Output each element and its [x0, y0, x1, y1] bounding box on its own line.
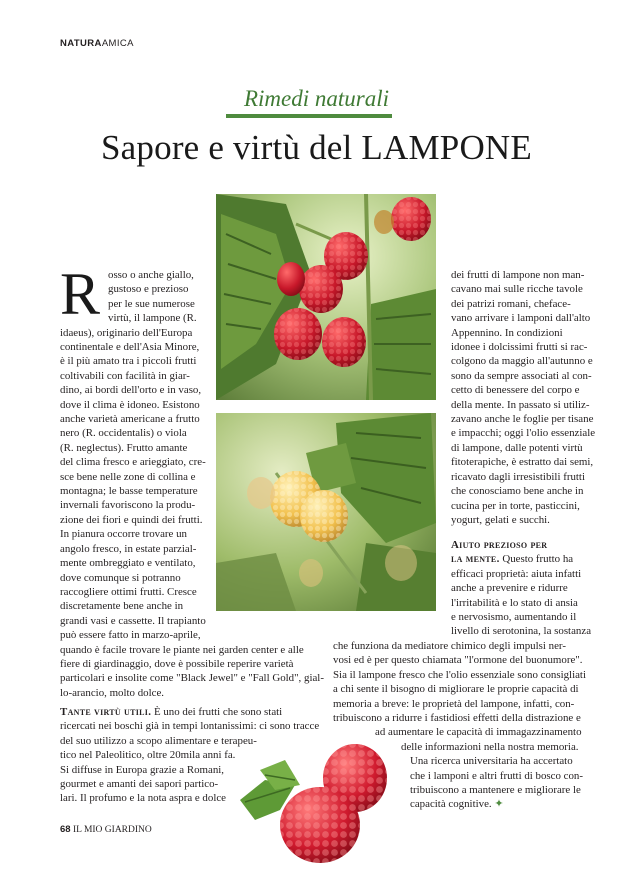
body-line-wide: a chi sente il bisogno di migliorare le proprie capacità di	[333, 683, 579, 696]
section-heading-cont: la mente.	[451, 553, 500, 566]
body-line: può essere fatto in marzo-aprile,	[60, 629, 201, 642]
body-line-wide: vosi ed è per questo chiamata "l'ormone del buonumore".	[333, 654, 583, 667]
header-brand-light: AMICA	[101, 38, 134, 49]
body-line: l'irritabilità e lo stato di ansia	[451, 596, 578, 609]
left-column-body	[60, 326, 324, 701]
body-line: idonee i dolcissimi frutti si rac-	[451, 341, 588, 354]
body-line: di lampone, dalle potenti virtù	[451, 441, 583, 454]
body-line: che conosciamo bene anche in	[451, 485, 584, 498]
body-line: colgono da maggio all'autunno e	[451, 355, 593, 368]
body-line-wide: particolari e insolite come "Black Jewel" e "Fall Gold", gial-	[60, 672, 324, 685]
right-column-body	[451, 268, 595, 527]
section-heading-line2	[451, 552, 591, 566]
body-line: che i lamponi e altri frutti di bosco con-	[410, 769, 583, 782]
body-line: del suo utilizzo a scopo alimentare e terapeu-	[60, 734, 257, 747]
body-line: efficaci proprietà: aiuta infatti	[451, 567, 582, 580]
body-line: livello di serotonina, la sostanza	[451, 625, 592, 638]
body-line-last	[410, 797, 583, 811]
drop-cap: R	[60, 261, 101, 327]
aiuto-wrap-a	[375, 725, 582, 739]
section-aiuto-prezioso	[451, 538, 591, 639]
body-line: tribuiscono a mantenere e migliorare le	[410, 784, 581, 796]
body-line-wide: fiere di giardinaggio, dove è possibile reperire varietà	[60, 657, 294, 670]
body-line: ricercati nei boschi già in tempi lontanissimi: ci sono tracce	[60, 720, 320, 733]
body-line: dove il clima è idoneo. Esistono	[60, 398, 200, 411]
body-line: invernali favoriscono la produ-	[60, 499, 196, 512]
magazine-section-header	[60, 38, 134, 49]
body-line: In pianura occorre trovare un	[60, 528, 187, 541]
body-line: idaeus), originario dell'Europa	[60, 326, 193, 339]
body-line: dove comunque si potranno	[60, 571, 181, 584]
body-line: dino, ai bordi dell'orto e in vaso,	[60, 384, 202, 397]
body-line: delle informazioni nella nostra memoria.	[401, 740, 579, 753]
left-column-indented	[108, 268, 197, 326]
body-line: anche a prevenire e ridurre	[451, 582, 568, 595]
body-line: cucina per in torte, pasticcini,	[451, 499, 580, 512]
body-line-wide: quando è facile trovare le piante nei garden center e alle	[60, 643, 304, 656]
aiuto-wrap-b	[401, 740, 579, 754]
body-line: ad aumentare le capacità di immagazzinamento	[375, 726, 582, 739]
body-line: gustoso e prezioso	[108, 283, 189, 296]
body-line: Appennino. In condizioni	[451, 326, 563, 339]
body-line: anche varietà americane a frutto	[60, 413, 200, 426]
body-line: è il più amato tra i piccoli frutti	[60, 355, 197, 368]
body-line: zavano anche le foglie per tisane	[451, 413, 594, 426]
body-line-end: capacità cognitive.	[410, 798, 492, 811]
body-line: ricavato dagli irresistibili frutti	[451, 470, 585, 483]
body-line: nero (R. occidentalis) o viola	[60, 427, 187, 440]
body-line: fitoterapiche, è estratto dai semi,	[451, 456, 594, 469]
body-line: virtù, il lampone (R.	[108, 312, 197, 325]
body-line: montagna; le basse temperature	[60, 485, 198, 498]
body-line: zione dei fiori e quindi dei frutti.	[60, 513, 203, 526]
body-line: Questo frutto ha	[499, 553, 574, 566]
header-brand-bold: NATURA	[60, 38, 102, 49]
body-line: grandi vasi e cassette. Il trapianto	[60, 614, 206, 627]
aiuto-wrap-c	[410, 754, 583, 812]
body-line: Si diffuse in Europa grazie a Romani,	[60, 763, 225, 776]
footer-magazine-name: IL MIO GIARDINO	[72, 825, 152, 835]
body-line: mente ombreggiato e ventilato,	[60, 557, 196, 570]
body-line: È uno dei frutti che sono stati	[151, 706, 283, 718]
article-title: Sapore e virtù del LAMPONE	[101, 128, 532, 167]
body-line: discretamente bene anche in	[60, 600, 184, 613]
body-line: dei frutti di lampone non man-	[451, 269, 585, 281]
raspberry-illustration	[240, 740, 390, 865]
leaf-icon: ✦	[494, 798, 504, 811]
body-line: dei patrizi romani, cheface-	[451, 297, 571, 310]
body-line: e nervosismo, aumentando il	[451, 611, 577, 624]
body-line: cavano mai sulle ricche tavole	[451, 283, 583, 296]
body-line-wide: Sia il lampone fresco che l'olio essenziale sono consigliati	[333, 668, 586, 681]
body-line: cetto di benessere del corpo e	[451, 384, 580, 397]
body-line: vano arrivare i lamponi dall'alto	[451, 312, 591, 325]
body-line: per le sue numerose	[108, 297, 195, 310]
body-line: lari. Il profumo e la nota aspra e dolce	[60, 792, 227, 805]
section-heading: Aiuto prezioso per	[451, 539, 548, 551]
aiuto-wide-lines	[333, 639, 586, 725]
body-line: del clima fresco e arieggiato, cre-	[60, 456, 206, 469]
body-line: yogurt, gelati e succhi.	[451, 513, 550, 526]
body-line: gourmet e amanti dei sapori partico-	[60, 778, 219, 791]
body-line-wide: che funziona da mediatore chimico degli impulsi ner-	[333, 640, 566, 652]
section-heading: Tante virtù utili.	[60, 706, 152, 718]
body-line: sono da sempre associati al con-	[451, 369, 592, 382]
body-line: (R. neglectus). Frutto amante	[60, 441, 188, 454]
body-line: raccogliere ottimi frutti. Cresce	[60, 585, 197, 598]
kicker-underline	[226, 114, 392, 118]
body-line-wide: memoria a breve: le proprietà del lampone, infatti, con-	[333, 697, 575, 710]
body-line: continentale e dell'Asia Minore,	[60, 341, 200, 353]
body-line: tico nel Paleolitico, oltre 20mila anni fa.	[60, 749, 236, 762]
page-footer	[60, 824, 152, 835]
section-kicker: Rimedi naturali	[243, 86, 390, 111]
body-line: sce bene nelle zone di collina e	[60, 470, 196, 483]
body-line: Una ricerca universitaria ha accertato	[410, 755, 573, 768]
body-line: della mente. In passato si utiliz-	[451, 398, 590, 411]
body-line: angolo fresco, in estate parzial-	[60, 542, 197, 555]
body-line-wide: tribuiscono a ridurre i fastidiosi effetti della distrazione e	[333, 712, 581, 725]
body-line: coltivabili con facilità in giar-	[60, 369, 190, 382]
body-line: e impacchi; oggi l'olio essenziale	[451, 427, 596, 440]
body-line: osso o anche giallo,	[108, 269, 194, 281]
page-number: 68	[60, 824, 71, 835]
section-first-line	[60, 705, 319, 719]
body-line-wide: lo-arancio, molto dolce.	[60, 686, 165, 699]
